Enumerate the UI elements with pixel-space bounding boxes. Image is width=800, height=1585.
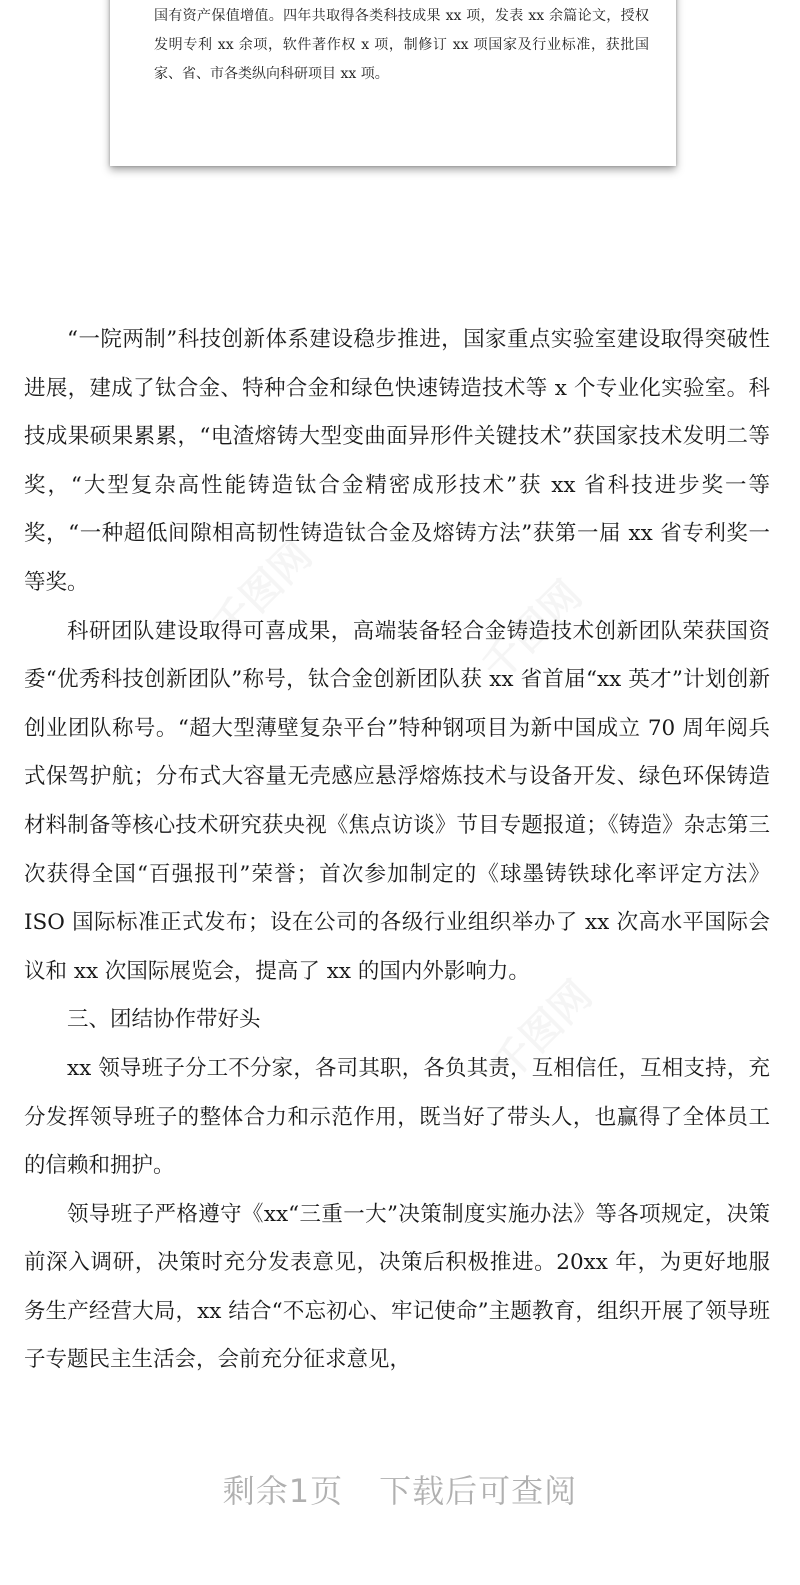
- paragraph: 领导班子严格遵守《xx“三重一大”决策制度实施办法》等各项规定，决策前深入调研，决策时充分发表意见，决策后积极推进。20xx 年，为更好地服务生产经营大局，xx 结合“不忘初心、牢记使命”主题教育，组织开展了领导班子专题民主生活会，会前充分征求意见，: [24, 1201, 770, 1373]
- download-hint-label: 下载后可查阅: [379, 1472, 578, 1510]
- watermark: 千图网: [473, 572, 592, 690]
- paragraph: xx 领导班子分工不分家，各司其职，各负其责，互相信任，互相支持，充分发挥领导班子的整体合力和示范作用，既当好了带头人，也赢得了全体员工的信赖和拥护。: [24, 1055, 770, 1179]
- remaining-pages-label: 剩余1页: [222, 1472, 344, 1510]
- watermark: 千图网: [203, 532, 322, 650]
- document-body: [24, 316, 770, 1385]
- section-heading: 三、团结协作带好头: [67, 1007, 261, 1033]
- document-preview-card: [110, 0, 676, 166]
- download-prompt[interactable]: [0, 1466, 800, 1512]
- watermark: 千图网: [483, 972, 602, 1090]
- preview-card-text: 国有资产保值增值。四年共取得各类科技成果 xx 项，发表 xx 余篇论文，授权发明专利 xx 余项，软件著作权 x 项，制修订 xx 项国家及行业标准，获批国家、省、市各类纵向科研项目 xx 项。: [154, 8, 649, 82]
- paragraph: 科研团队建设取得可喜成果，高端装备轻合金铸造技术创新团队荣获国资委“优秀科技创新团队”称号，钛合金创新团队获 xx 省首届“xx 英才”计划创新创业团队称号。“超大型薄壁复杂平台”特种钢项目为新中国成立 70 周年阅兵式保驾护航；分布式大容量无壳感应悬浮熔炼技术与设备开发、绿色环保铸造材料制备等核心技术研究获央视《焦点访谈》节目专题报道；《铸造》杂志第三次获得全国“百强报刊”荣誉；首次参加制定的《球墨铸铁球化率评定方法》ISO 国际标准正式发布；设在公司的各级行业组织举办了 xx 次高水平国际会议和 xx 次国际展览会，提高了 xx 的国内外影响力。: [24, 618, 770, 984]
- paragraph: “一院两制”科技创新体系建设稳步推进，国家重点实验室建设取得突破性进展，建成了钛合金、特种合金和绿色快速铸造技术等 x 个专业化实验室。科技成果硕果累累，“电渣熔铸大型变曲面异形件关键技术”获国家技术发明二等奖，“大型复杂高性能铸造钛合金精密成形技术”获 xx 省科技进步奖一等奖，“一种超低间隙相高韧性铸造钛合金及熔铸方法”获第一届 xx 省专利奖一等奖。: [24, 327, 770, 595]
